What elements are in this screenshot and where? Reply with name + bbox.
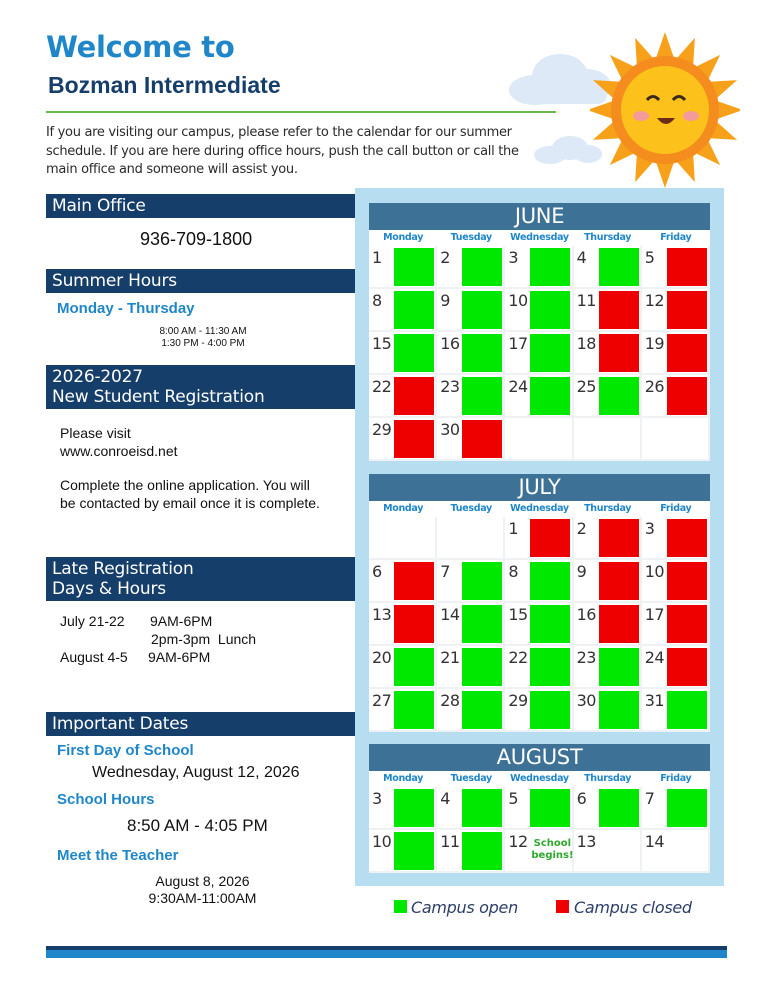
calendar-day	[505, 787, 573, 830]
day-number: 18	[576, 334, 596, 353]
smiling-sun-icon	[590, 30, 740, 190]
calendar-day	[369, 418, 437, 461]
day-number: 24	[508, 377, 528, 396]
calendar-day	[437, 603, 505, 646]
campus-closed-marker	[667, 562, 707, 600]
day-number: 14	[644, 832, 665, 851]
calendar-day	[505, 246, 573, 289]
day-number: 12	[644, 291, 665, 310]
weekday-label: Wednesday	[510, 232, 569, 243]
calendar-day	[574, 332, 642, 375]
campus-open-marker	[530, 789, 570, 827]
calendar-day	[369, 689, 437, 732]
calendar-day	[437, 517, 505, 560]
calendar-day	[369, 289, 437, 332]
registration-title: New Student Registration	[52, 387, 265, 407]
calendar-day	[642, 689, 710, 732]
late-reg-time-1: 9AM-6PM	[150, 613, 213, 629]
calendar-day	[642, 375, 710, 418]
campus-open-marker	[530, 291, 570, 329]
day-number: 5	[508, 789, 519, 808]
campus-open-marker	[599, 691, 639, 729]
campus-open-marker	[462, 691, 502, 729]
welcome-heading: Welcome to	[46, 30, 235, 64]
campus-closed-marker	[667, 519, 707, 557]
calendar-day	[437, 646, 505, 689]
calendar-day	[505, 375, 573, 418]
weekday-label: Tuesday	[450, 232, 492, 243]
summer-hours-header	[46, 269, 355, 293]
day-number: 31	[644, 691, 665, 710]
summer-hours-afternoon: 1:30 PM - 4:00 PM	[161, 338, 245, 349]
campus-open-marker	[462, 377, 502, 415]
calendar-day	[574, 603, 642, 646]
weekday-label: Thursday	[584, 232, 632, 243]
weekday-header	[369, 771, 710, 787]
weekday-label: Monday	[383, 232, 424, 243]
day-number: 13	[576, 832, 596, 851]
campus-closed-marker	[667, 648, 707, 686]
day-number: 30	[576, 691, 596, 710]
late-reg-time-2: 9AM-6PM	[148, 649, 211, 665]
calendar-day	[574, 289, 642, 332]
calendar-day	[642, 787, 710, 830]
day-number: 14	[440, 605, 460, 624]
weekday-label: Monday	[383, 503, 424, 514]
calendar-day	[574, 375, 642, 418]
registration-note-line1: Complete the online application. You will	[60, 477, 310, 493]
day-number: 11	[576, 291, 596, 310]
calendar-day	[437, 830, 505, 873]
day-number: 20	[372, 648, 392, 667]
calendar-day	[505, 289, 573, 332]
late-reg-date-2: August 4-5	[60, 649, 128, 665]
calendar-day	[642, 830, 710, 873]
day-number: 3	[644, 519, 655, 538]
meet-teacher-label: Meet the Teacher	[57, 847, 179, 864]
calendar-day	[437, 246, 505, 289]
calendar-day	[505, 332, 573, 375]
meet-teacher-time: 9:30AM-11:00AM	[148, 890, 257, 906]
campus-open-marker	[394, 832, 434, 870]
campus-open-marker	[530, 248, 570, 286]
day-number: 15	[372, 334, 392, 353]
month-title: JULY	[369, 474, 710, 501]
day-number: 16	[576, 605, 596, 624]
campus-closed-marker	[599, 605, 639, 643]
legend-closed-swatch	[556, 900, 569, 913]
day-number: 13	[372, 605, 392, 624]
campus-open-marker	[530, 377, 570, 415]
late-reg-lunch: 2pm-3pm Lunch	[151, 631, 257, 647]
day-number: 21	[440, 648, 460, 667]
calendar-day	[574, 646, 642, 689]
day-number: 4	[440, 789, 450, 808]
campus-open-marker	[530, 605, 570, 643]
day-number: 10	[508, 291, 528, 310]
campus-open-marker	[394, 334, 434, 372]
day-number: 30	[440, 420, 460, 439]
campus-open-marker	[530, 691, 570, 729]
day-number: 4	[576, 248, 587, 267]
day-number: 12	[508, 832, 528, 851]
main-office-title: Main Office	[52, 196, 146, 216]
school-hours-value: 8:50 AM - 4:05 PM	[127, 816, 268, 835]
day-number: 8	[508, 562, 519, 581]
legend-closed-label: Campus closed	[574, 898, 692, 917]
meet-teacher-date: August 8, 2026	[155, 873, 250, 889]
calendar-day	[369, 332, 437, 375]
campus-open-marker	[462, 648, 502, 686]
calendar-day	[437, 418, 505, 461]
calendar-day	[369, 603, 437, 646]
school-name: Bozman Intermediate	[48, 72, 281, 98]
campus-open-marker	[599, 248, 639, 286]
day-number: 7	[440, 562, 450, 581]
campus-open-marker	[462, 789, 502, 827]
calendar-day	[574, 560, 642, 603]
day-number: 6	[576, 789, 587, 808]
weekday-label: Thursday	[584, 503, 632, 514]
intro-text: If you are visiting our campus, please refer to the calendar for our summer schedule. If you are here during office hours, push the call button or call the main office and someone will assist you.	[46, 125, 519, 177]
day-number: 2	[576, 519, 587, 538]
calendar-day	[505, 689, 573, 732]
campus-closed-marker	[667, 248, 707, 286]
day-number: 17	[644, 605, 665, 624]
day-number: 17	[508, 334, 528, 353]
month-title: JUNE	[369, 203, 710, 230]
important-dates-title: Important Dates	[52, 714, 189, 734]
calendar-day	[369, 787, 437, 830]
calendar-day	[437, 289, 505, 332]
calendar-day	[505, 418, 573, 461]
registration-note-line2: be contacted by email once it is complete.	[60, 495, 320, 511]
campus-open-marker	[599, 789, 639, 827]
calendar-day	[642, 289, 710, 332]
campus-open-marker	[394, 291, 434, 329]
day-number: 22	[508, 648, 528, 667]
campus-open-marker	[599, 648, 639, 686]
day-number: 5	[644, 248, 655, 267]
late-registration-header	[46, 557, 355, 601]
campus-closed-marker	[599, 334, 639, 372]
campus-open-marker	[462, 605, 502, 643]
day-number: 19	[644, 334, 665, 353]
campus-open-marker	[394, 648, 434, 686]
late-registration-subtitle: Days & Hours	[52, 579, 166, 599]
late-registration-title: Late Registration	[52, 559, 194, 579]
day-number: 7	[644, 789, 655, 808]
calendar-day	[574, 787, 642, 830]
registration-year: 2026-2027	[52, 367, 143, 387]
day-number: 2	[440, 248, 450, 267]
campus-open-marker	[530, 334, 570, 372]
calendar-august	[369, 744, 710, 873]
calendar-day	[642, 646, 710, 689]
weekday-label: Friday	[660, 232, 692, 243]
registration-url: www.conroeisd.net	[60, 443, 178, 459]
campus-closed-marker	[667, 377, 707, 415]
day-number: 1	[508, 519, 519, 538]
campus-open-marker	[394, 248, 434, 286]
calendar-day	[574, 418, 642, 461]
school-begins-note: School begins!	[531, 838, 574, 861]
calendar-day	[642, 246, 710, 289]
day-number: 1	[372, 248, 382, 267]
main-office-header	[46, 194, 355, 218]
campus-closed-marker	[394, 605, 434, 643]
day-number: 29	[508, 691, 528, 710]
calendar-day	[369, 246, 437, 289]
campus-open-marker	[462, 248, 502, 286]
calendar-day	[574, 246, 642, 289]
day-number: 15	[508, 605, 528, 624]
calendar-day	[437, 689, 505, 732]
summer-hours-morning: 8:00 AM - 11:30 AM	[159, 326, 247, 337]
weekday-label: Tuesday	[450, 773, 492, 784]
weekday-label: Wednesday	[510, 503, 569, 514]
campus-open-marker	[462, 562, 502, 600]
day-grid	[369, 787, 710, 873]
calendar-day	[505, 603, 573, 646]
important-dates-header	[46, 712, 355, 736]
day-number: 25	[576, 377, 596, 396]
campus-closed-marker	[599, 291, 639, 329]
day-number: 9	[576, 562, 587, 581]
calendar-day	[574, 689, 642, 732]
weekday-header	[369, 501, 710, 517]
calendar-day	[369, 517, 437, 560]
calendar-day	[369, 646, 437, 689]
day-number: 23	[576, 648, 596, 667]
day-number: 27	[372, 691, 392, 710]
day-number: 3	[508, 248, 519, 267]
weekday-header	[369, 230, 710, 246]
campus-open-marker	[667, 789, 707, 827]
day-number: 28	[440, 691, 460, 710]
calendar-day	[369, 830, 437, 873]
summer-hours-title: Summer Hours	[52, 271, 177, 291]
campus-open-marker	[462, 334, 502, 372]
campus-open-marker	[462, 832, 502, 870]
registration-visit	[60, 424, 178, 460]
day-number: 10	[644, 562, 665, 581]
meet-teacher-details	[130, 873, 275, 907]
calendar-day	[505, 517, 573, 560]
campus-closed-marker	[462, 420, 502, 458]
first-day-value: Wednesday, August 12, 2026	[92, 764, 300, 781]
calendar-day	[642, 332, 710, 375]
registration-header	[46, 365, 355, 409]
first-day-label: First Day of School	[57, 742, 194, 759]
legend-open-swatch	[394, 900, 407, 913]
campus-closed-marker	[667, 291, 707, 329]
day-number: 23	[440, 377, 460, 396]
month-title: AUGUST	[369, 744, 710, 771]
campus-open-marker	[462, 291, 502, 329]
day-number: 3	[372, 789, 382, 808]
weekday-label: Tuesday	[450, 503, 492, 514]
day-number: 11	[440, 832, 460, 851]
calendar-day	[505, 560, 573, 603]
day-number: 22	[372, 377, 392, 396]
day-number: 16	[440, 334, 460, 353]
calendar-day	[437, 560, 505, 603]
calendar-day	[574, 830, 642, 873]
calendar-day	[437, 375, 505, 418]
summer-hours-times	[158, 326, 248, 350]
calendar-day	[437, 332, 505, 375]
calendar-day	[574, 517, 642, 560]
summer-hours-days: Monday - Thursday	[57, 300, 195, 317]
campus-open-marker	[530, 562, 570, 600]
calendar-day	[642, 418, 710, 461]
campus-closed-marker	[599, 519, 639, 557]
campus-closed-marker	[599, 562, 639, 600]
campus-open-marker	[667, 691, 707, 729]
campus-open-marker	[394, 691, 434, 729]
weekday-label: Wednesday	[510, 773, 569, 784]
day-number: 26	[644, 377, 665, 396]
calendar-day	[437, 787, 505, 830]
school-hours-label: School Hours	[57, 791, 155, 808]
weekday-label: Friday	[660, 503, 692, 514]
calendar-july	[369, 474, 710, 732]
campus-closed-marker	[394, 562, 434, 600]
day-number: 29	[372, 420, 392, 439]
calendar-day	[369, 375, 437, 418]
day-number: 9	[440, 291, 450, 310]
campus-closed-marker	[394, 377, 434, 415]
calendar-day	[642, 517, 710, 560]
day-number: 8	[372, 291, 382, 310]
day-number: 24	[644, 648, 665, 667]
header-divider	[46, 111, 556, 113]
calendar-day	[369, 560, 437, 603]
campus-open-marker	[530, 648, 570, 686]
weekday-label: Thursday	[584, 773, 632, 784]
day-grid	[369, 517, 710, 732]
campus-closed-marker	[667, 334, 707, 372]
office-phone: 936-709-1800	[140, 229, 253, 249]
campus-closed-marker	[530, 519, 570, 557]
calendar-day	[505, 646, 573, 689]
weekday-label: Friday	[660, 773, 692, 784]
campus-closed-marker	[394, 420, 434, 458]
calendar-day	[642, 560, 710, 603]
day-grid	[369, 246, 710, 461]
late-reg-date-1: July 21-22	[60, 613, 125, 629]
registration-visit-label: Please visit	[60, 425, 131, 441]
legend-open-label: Campus open	[411, 898, 518, 917]
campus-closed-marker	[667, 605, 707, 643]
weekday-label: Monday	[383, 773, 424, 784]
calendar-june	[369, 203, 710, 461]
calendar-day	[505, 830, 573, 873]
footer-bar-blue	[46, 950, 727, 958]
registration-note	[60, 476, 320, 512]
campus-open-marker	[394, 789, 434, 827]
calendar-day	[642, 603, 710, 646]
campus-open-marker	[599, 377, 639, 415]
day-number: 10	[372, 832, 392, 851]
day-number: 6	[372, 562, 382, 581]
